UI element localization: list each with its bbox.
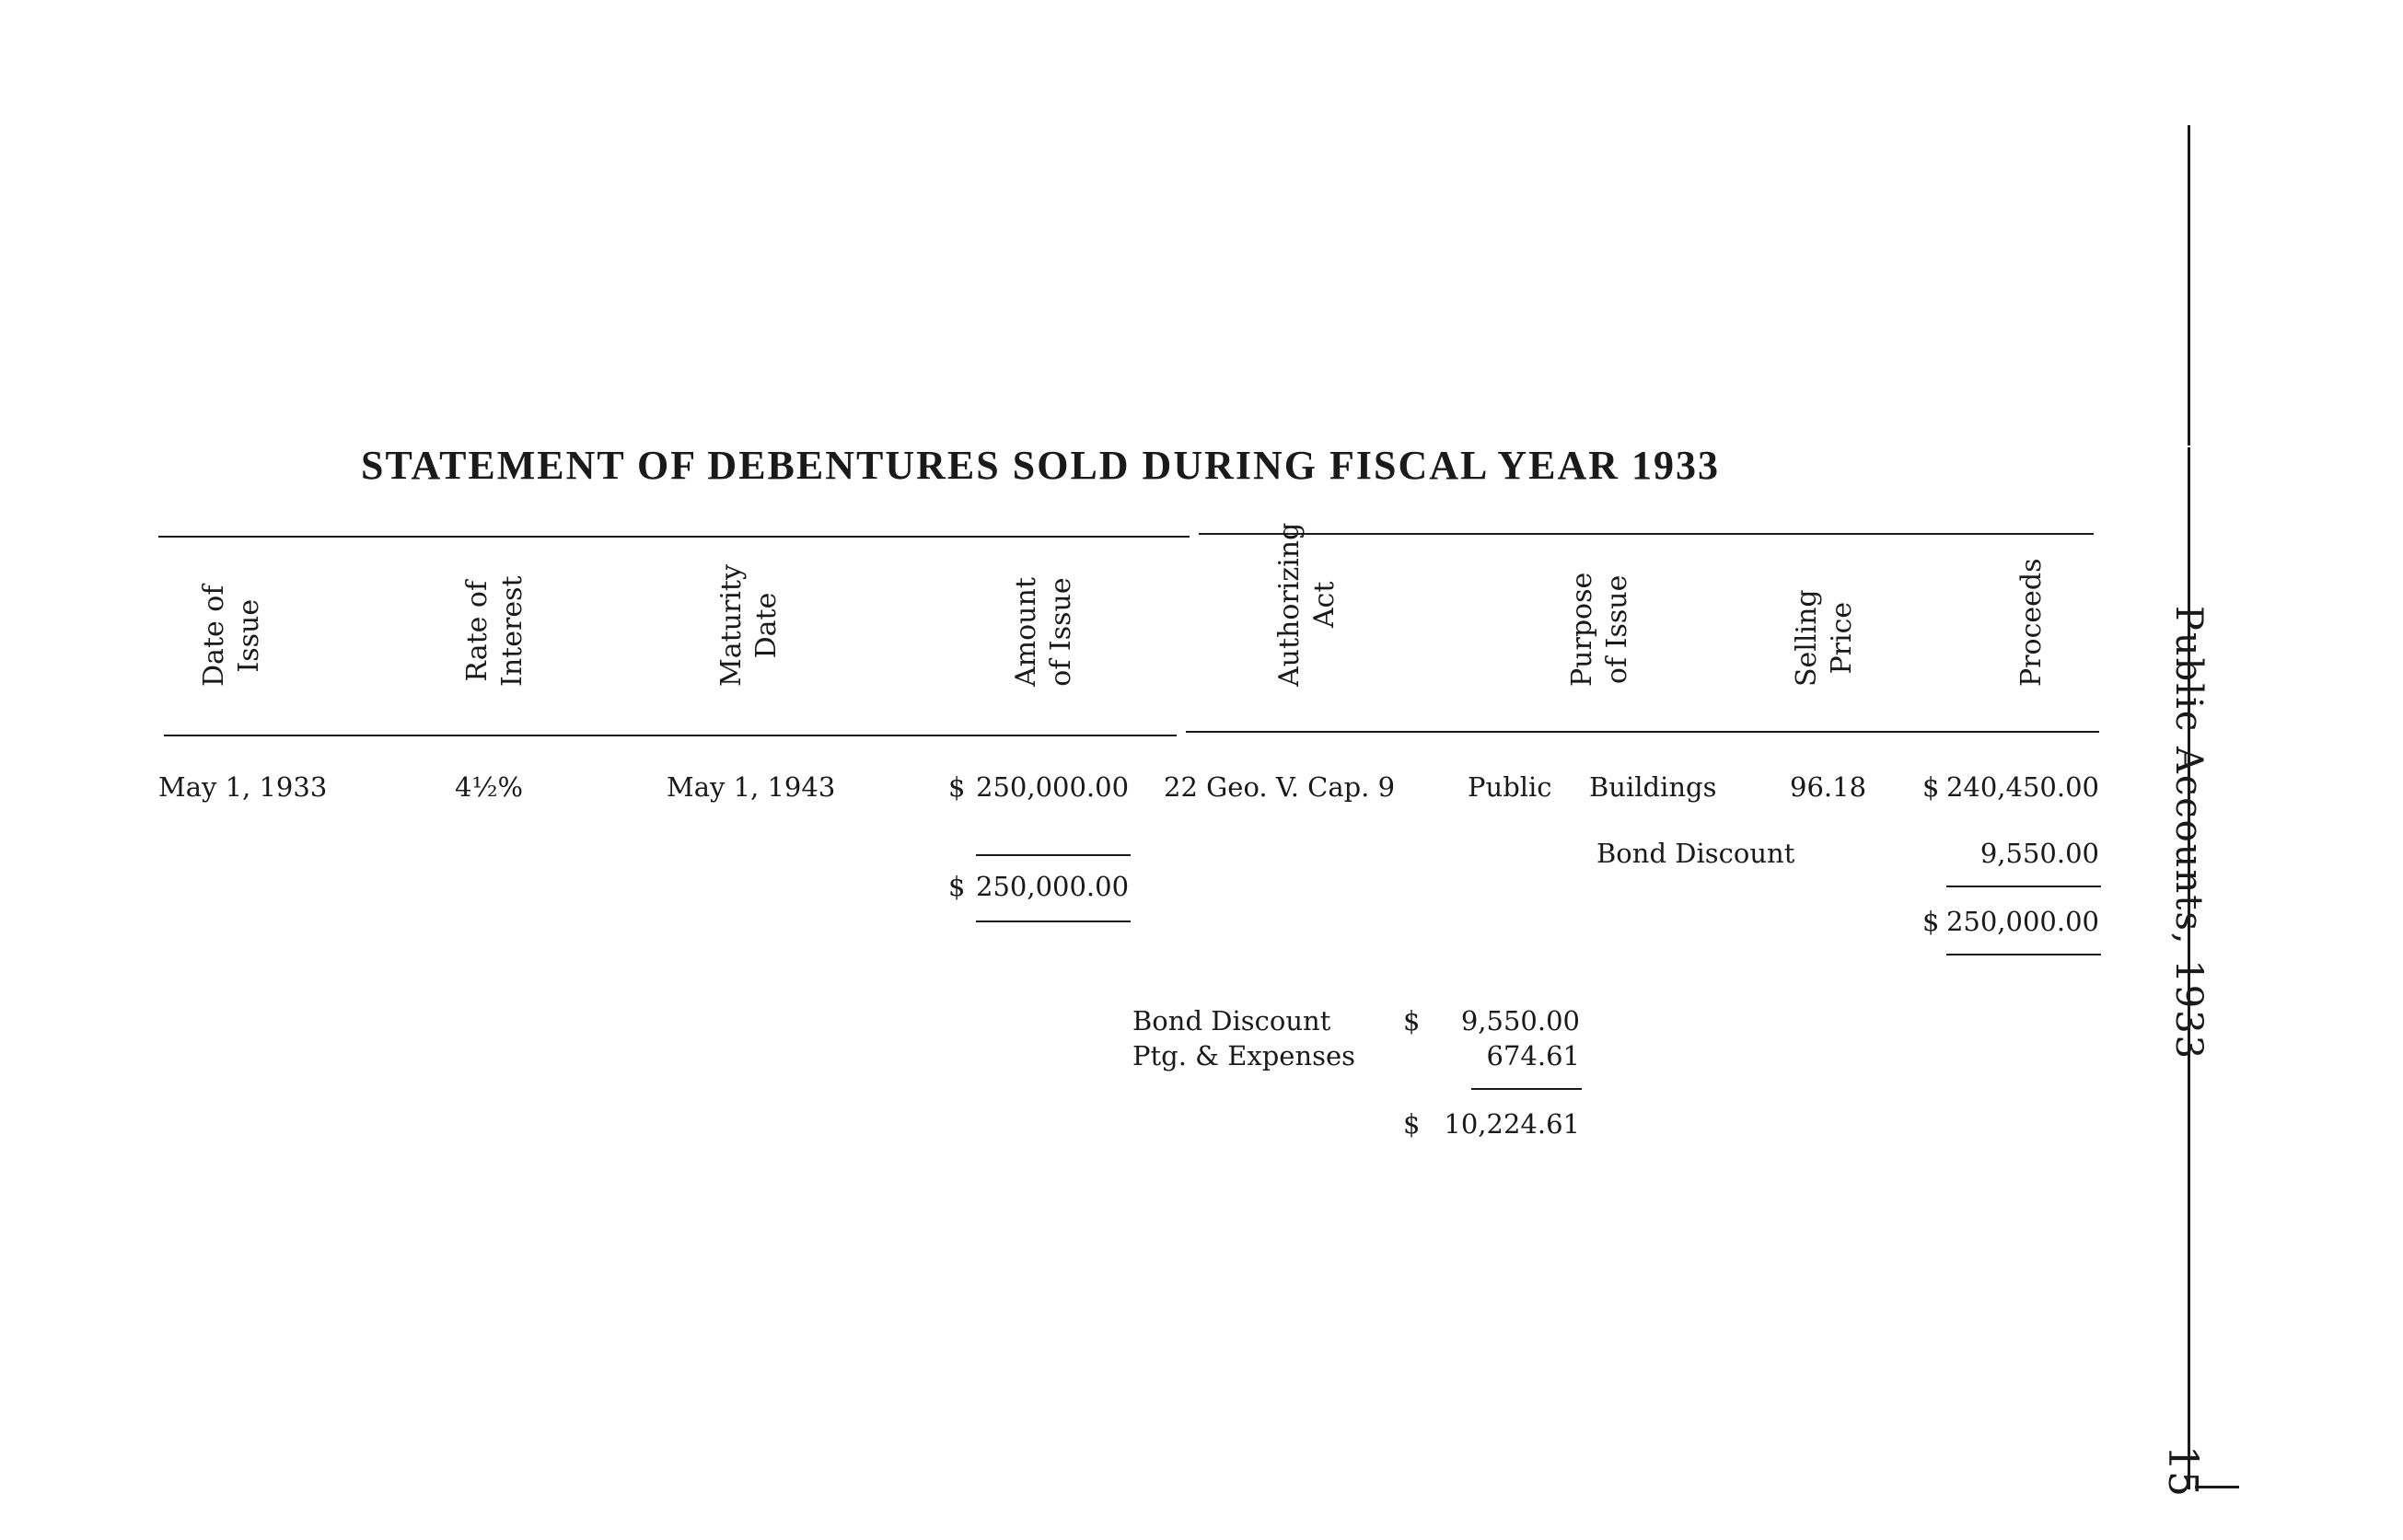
amount-subtotal-rule [976, 854, 1131, 856]
cell-proceeds: 240,450.00 [1945, 771, 2099, 803]
expenses-total-value: 10,224.61 [1444, 1108, 1580, 1140]
col-header-selling-price: Selling Price [1791, 589, 1858, 687]
proceeds-total-dollar: $ [1922, 906, 1940, 937]
bond-discount-value: 9,550.00 [1979, 838, 2099, 869]
col-header-maturity-date: Maturity Date [715, 564, 783, 687]
cell-selling-price: 96.18 [1790, 771, 1867, 803]
cell-maturity-date: May 1, 1943 [667, 771, 836, 803]
col-header-authorizing-act: Authorizing Act [1273, 522, 1341, 687]
expenses-bond-discount-label: Bond Discount [1132, 1005, 1331, 1036]
expenses-bond-discount-dollar: $ [1403, 1005, 1421, 1036]
statement-title: STATEMENT OF DEBENTURES SOLD DURING FISCAL YEAR 1933 [361, 443, 1720, 488]
cell-amount-of-issue: 250,000.00 [976, 771, 1130, 803]
col-header-date-of-issue: Date of Issue [198, 585, 265, 687]
header-bottom-rule-right [1186, 731, 2099, 733]
amount-total-dollar: $ [948, 871, 966, 902]
proceeds-subtotal-rule [1946, 886, 2101, 887]
col-header-rate-of-interest: Rate of Interest [461, 575, 528, 687]
table-top-rule [158, 536, 1190, 538]
cell-amount-dollar: $ [948, 771, 966, 803]
cell-purpose-word-1: Public [1468, 771, 1552, 803]
expenses-total-dollar: $ [1403, 1108, 1421, 1140]
expenses-printing-value: 674.61 [1486, 1040, 1580, 1071]
cell-proceeds-dollar: $ [1922, 771, 1940, 803]
cell-date-of-issue: May 1, 1933 [158, 771, 328, 803]
page-number: 15 [2159, 1445, 2206, 1497]
running-head: Public Accounts, 1933 [2167, 606, 2210, 1061]
amount-total-value: 250,000.00 [976, 871, 1130, 902]
proceeds-total-value: 250,000.00 [1945, 906, 2099, 937]
proceeds-total-rule [1946, 954, 2101, 955]
expenses-subtotal-rule [1471, 1088, 1582, 1090]
bond-discount-label: Bond Discount [1596, 838, 1795, 869]
cell-authorizing-act: 22 Geo. V. Cap. 9 [1164, 771, 1396, 803]
margin-vertical-rule [2188, 125, 2190, 446]
expenses-printing-label: Ptg. & Expenses [1132, 1040, 1356, 1071]
cell-purpose-word-2: Buildings [1589, 771, 1717, 803]
expenses-bond-discount-value: 9,550.00 [1460, 1005, 1580, 1036]
cell-rate-of-interest: 4½% [455, 771, 524, 803]
amount-total-rule [976, 921, 1131, 922]
col-header-purpose-of-issue: Purpose of Issue [1566, 572, 1633, 687]
header-bottom-rule [164, 735, 1177, 736]
col-header-amount-of-issue: Amount of Issue [1010, 577, 1077, 687]
col-header-proceeds: Proceeds [2015, 558, 2048, 687]
